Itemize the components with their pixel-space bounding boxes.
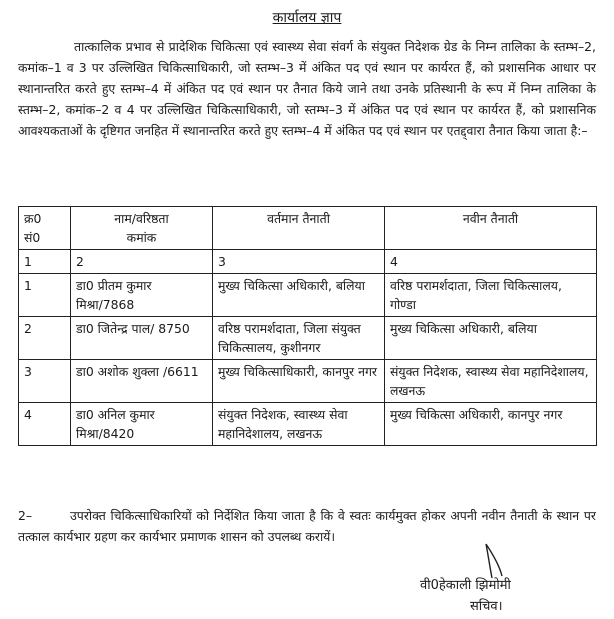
current-posting: मुख्य चिकित्साधिकारी, कानपुर नगर bbox=[213, 360, 385, 403]
officer-name: डा0 जितेन्द्र पाल/ 8750 bbox=[71, 317, 213, 360]
memo-heading: कार्यालय ज्ञाप bbox=[272, 10, 342, 26]
new-posting: मुख्य चिकित्सा अधिकारी, बलिया bbox=[385, 317, 597, 360]
row-sno: 1 bbox=[19, 274, 71, 317]
new-posting: वरिष्ठ परामर्शदाता, जिला चिकित्सालय, गोण्डा bbox=[385, 274, 597, 317]
current-posting: मुख्य चिकित्सा अधिकारी, बलिया bbox=[213, 274, 385, 317]
row-sno: 4 bbox=[19, 403, 71, 446]
name-header-line2: कमांक bbox=[126, 230, 157, 245]
table-row bbox=[19, 403, 597, 446]
transfer-table bbox=[18, 206, 597, 446]
officer-name: डा0 प्रीतम कुमार मिश्रा/7868 bbox=[71, 274, 213, 317]
current-posting: संयुक्त निदेशक, स्वास्थ्य सेवा महानिदेशालय, लखनऊ bbox=[213, 403, 385, 446]
row-sno: 2 bbox=[19, 317, 71, 360]
officer-name: डा0 अनिल कुमार मिश्रा/8420 bbox=[71, 403, 213, 446]
column-number-row bbox=[19, 250, 597, 274]
column-number: 3 bbox=[213, 250, 385, 274]
current-posting: वरिष्ठ परामर्शदाता, जिला संयुक्त चिकित्सालय, कुशीनगर bbox=[213, 317, 385, 360]
table-header-row bbox=[19, 207, 597, 250]
table-row bbox=[19, 274, 597, 317]
name-header bbox=[71, 207, 213, 250]
paragraph-2-text: उपरोक्त चिकित्साधिकारियों को निर्देशित किया जाता है कि वे स्वतः कार्यमुक्त होकर अपनी नवीन तैनाती के स्थान पर तत्काल कार्यभार ग्रहण कर कार्यभार प्रमाणक शासन को उपलब्ध करायें। bbox=[18, 508, 596, 544]
name-header-line1: नाम/वरिष्ठता bbox=[114, 211, 169, 226]
signature-mark bbox=[470, 540, 530, 580]
sno-header-line1: क्र0 bbox=[24, 211, 42, 226]
column-number: 1 bbox=[19, 250, 71, 274]
officer-name: डा0 अशोक शुक्ला /6611 bbox=[71, 360, 213, 403]
order-paragraph-1: तात्कालिक प्रभाव से प्रादेशिक चिकित्सा एवं स्वास्थ्य सेवा संवर्ग के संयुक्त निदेशक ग्रेड के निम्न तालिका के स्तम्भ–2, कमांक–1 व 3 पर उल्लिखित चिकित्साधिकारी, जो स्तम्भ–3 में अंकित पद एवं स्थान पर कार्यरत हैं, को प्रशासनिक आधार पर स्थानान्तरित करते हुए स्तम्भ–4 में अंकित पद एवं स्थान पर तैनात किये जाने तथा उनके प्रतिस्थानी के रूप में निम्न तालिका के स्तम्भ–2, कमांक–2 व 4 पर उल्लिखित चिकित्साधिकारी, जो स्तम्भ–3 में अंकित पद एवं स्थान पर कार्यरत हैं, को प्रशासनिक आवश्यकताओं के दृष्टिगत जनहित में स्थानान्तरित करते हुए स्तम्भ–4 में अंकित पद एवं स्थान पर एतद्द्वारा तैनात किया जाता है:– bbox=[18, 39, 596, 138]
sno-header-line2: सं0 bbox=[24, 230, 41, 245]
new-posting-header: नवीन तैनाती bbox=[385, 207, 597, 250]
signatory-title: सचिव। bbox=[470, 599, 503, 614]
column-number: 4 bbox=[385, 250, 597, 274]
table-row bbox=[19, 360, 597, 403]
column-number: 2 bbox=[71, 250, 213, 274]
new-posting: मुख्य चिकित्सा अधिकारी, कानपुर नगर bbox=[385, 403, 597, 446]
sno-header bbox=[19, 207, 71, 250]
new-posting: संयुक्त निदेशक, स्वास्थ्य सेवा महानिदेशालय, लखनऊ bbox=[385, 360, 597, 403]
paragraph-number: 2– bbox=[18, 508, 33, 523]
row-sno: 3 bbox=[19, 360, 71, 403]
table-row bbox=[19, 317, 597, 360]
signatory-name: वी0हेकाली झिमोमी bbox=[420, 578, 511, 593]
current-posting-header: वर्तमान तैनाती bbox=[213, 207, 385, 250]
